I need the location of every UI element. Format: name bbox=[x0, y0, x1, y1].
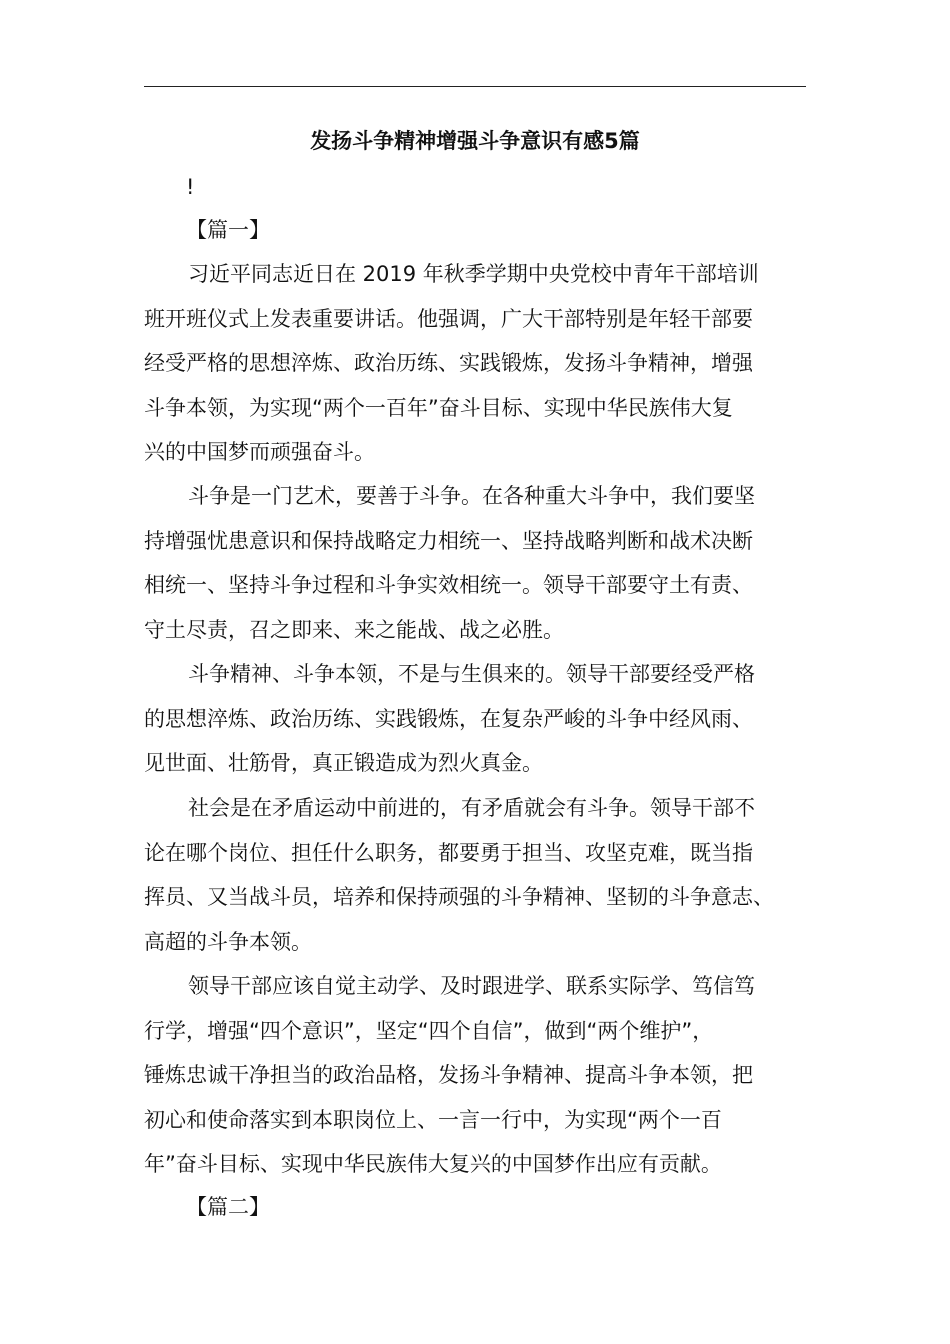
paragraph-line: 持增强忧患意识和保持战略定力相统一、坚持战略判断和战术决断 bbox=[144, 528, 753, 553]
paragraph-line: 习近平同志近日在 2019 年秋季学期中央党校中青年干部培训 bbox=[188, 262, 759, 286]
paragraph-line: 斗争是一门艺术，要善于斗争。在各种重大斗争中，我们要坚 bbox=[188, 484, 755, 508]
paragraph-line: 守土尽责，召之即来、来之能战、战之必胜。 bbox=[144, 617, 564, 642]
paragraph-line: 挥员、又当战斗员，培养和保持顽强的斗争精神、坚韧的斗争意志、 bbox=[144, 885, 774, 909]
section-heading-1: 【篇一】 bbox=[186, 218, 270, 242]
paragraph-line: 经受严格的思想淬炼、政治历练、实践锻炼，发扬斗争精神，增强 bbox=[144, 351, 753, 375]
paragraph-line: 锤炼忠诚干净担当的政治品格，发扬斗争精神、提高斗争本领，把 bbox=[144, 1063, 753, 1087]
paragraph-line: 高超的斗争本领。 bbox=[144, 929, 312, 954]
paragraph-line: 相统一、坚持斗争过程和斗争实效相统一。领导干部要守土有责、 bbox=[144, 573, 753, 597]
paragraph-line: 斗争精神、斗争本领，不是与生俱来的。领导干部要经受严格 bbox=[188, 662, 755, 686]
paragraph-line: 社会是在矛盾运动中前进的，有矛盾就会有斗争。领导干部不 bbox=[188, 796, 755, 820]
paragraph-2 bbox=[144, 474, 824, 652]
paragraph-line: 兴的中国梦而顽强奋斗。 bbox=[144, 440, 375, 464]
paragraph-line: 斗争本领，为实现“两个一百年”奋斗目标、实现中华民族伟大复 bbox=[144, 395, 733, 420]
paragraph-line: 行学，增强“四个意识”，坚定“四个自信”，做到“两个维护”， bbox=[144, 1018, 714, 1043]
paragraph-1 bbox=[144, 252, 824, 475]
paragraph-line: 年”奋斗目标、实现中华民族伟大复兴的中国梦作出应有贡献。 bbox=[144, 1152, 722, 1176]
header-rule bbox=[144, 86, 806, 87]
paragraph-line: 班开班仪式上发表重要讲话。他强调，广大干部特别是年轻干部要 bbox=[144, 306, 753, 331]
paragraph-3 bbox=[144, 652, 824, 786]
section-heading-2: 【篇二】 bbox=[186, 1195, 270, 1219]
paragraph-line: 的思想淬炼、政治历练、实践锻炼，在复杂严峻的斗争中经风雨、 bbox=[144, 706, 753, 731]
document-title: 发扬斗争精神增强斗争意识有感5篇 bbox=[310, 129, 640, 153]
paragraph-line: 初心和使命落实到本职岗位上、一言一行中，为实现“两个一百 bbox=[144, 1107, 722, 1132]
paragraph-line: 论在哪个岗位、担任什么职务，都要勇于担当、攻坚克难，既当指 bbox=[144, 840, 753, 865]
paragraph-4 bbox=[144, 786, 824, 964]
paragraph-line: 领导干部应该自觉主动学、及时跟进学、联系实际学、笃信笃 bbox=[188, 974, 755, 998]
stray-mark: ! bbox=[186, 175, 195, 199]
paragraph-5 bbox=[144, 964, 824, 1187]
paragraph-line: 见世面、壮筋骨，真正锻造成为烈火真金。 bbox=[144, 751, 543, 775]
